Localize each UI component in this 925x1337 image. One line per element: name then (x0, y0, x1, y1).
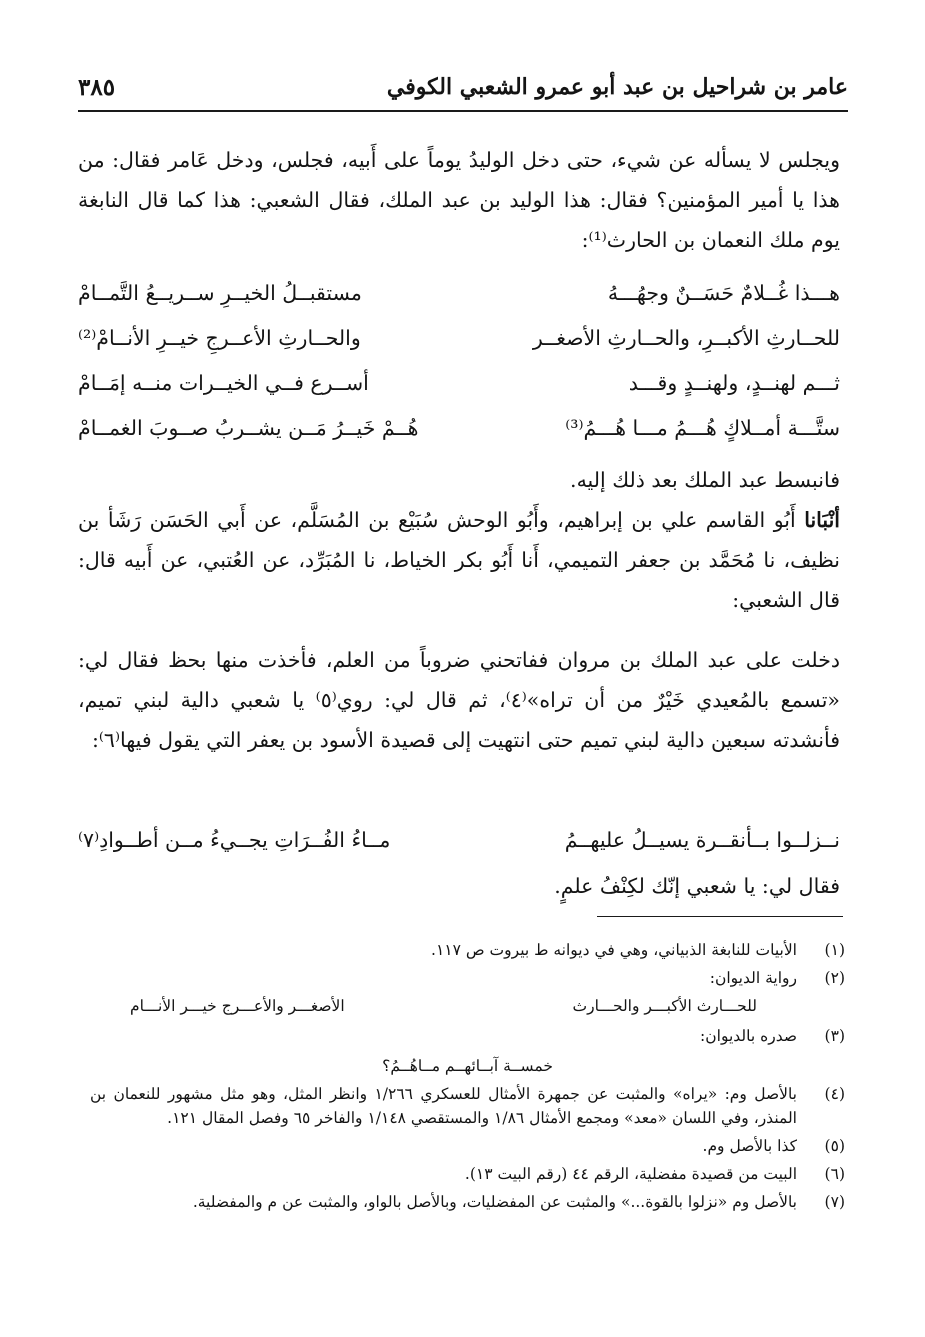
footnote-5 (90, 1134, 845, 1158)
paragraph-1 (78, 140, 840, 260)
footnote-4 (90, 1082, 845, 1130)
footnote-text: البيت من قصيدة مفضلية، الرقم ٤٤ (رقم البيت ١٣). (464, 1165, 797, 1183)
footnote-3-verse: خمســة آبــائهــم مــاهُــمُ؟ (382, 1057, 553, 1075)
footnote-7 (90, 1190, 845, 1214)
footnotes (90, 938, 845, 1218)
footnote-text: كذا بالأصل وم. (702, 1137, 797, 1155)
verse-line (78, 410, 840, 455)
paragraph-5 (78, 866, 840, 906)
footnote-number: (٥) (824, 1137, 845, 1155)
isnad-lead-word: أنْبَانا (804, 508, 840, 532)
page-number: ٣٨٥ (78, 74, 116, 101)
poem-nabigha (78, 275, 840, 455)
paragraph-1-text: ويجلس لا يسأله عن شيء، حتى دخل الوليدُ يوماً على أَبيه، فجلس، ودخل عَامر فقال: من هذا يا أمير المؤمنين؟ فقال: هذا الوليد بن عبد الملك، فقال الشعبي: هذا كما قال النابغة يوم ملك النعمان بن الحارث⁽¹⁾: (78, 148, 840, 252)
footnote-2 (90, 966, 845, 990)
paragraph-4 (78, 640, 840, 760)
footnote-number: (٧) (824, 1193, 845, 1211)
footnote-text: بالأصل وم: «يراه» والمثبت عن جمهرة الأمثال للعسكري ١/٢٦٦ وانظر المثل، وهو مثل مشهور للنعمان بن المنذر، وفي اللسان «معد» ومجمع الأمثال ١/٨٦ والمستقصي ١/١٤٨ والفاخر ٦٥ وفصل المقال ١٢١. (90, 1085, 797, 1127)
footnote-number: (٤) (824, 1085, 845, 1103)
running-title: عامر بن شراحيل بن عبد أبو عمرو الشعبي الكوفي (386, 74, 848, 100)
verse-first-hemistich: ستَّـــة أمــلاكٍ هُـــمُ مـــا هُـــمُ⁽³⁾ (565, 416, 840, 440)
verse-first-hemistich: ثـــم لهنــدٍ، ولهنــدٍ وقـــد (628, 371, 840, 395)
verse-second-hemistich: مستقبــلُ الخيــرِ ســريــعُ التَّمــامْ (78, 281, 362, 305)
verse-line (78, 320, 840, 365)
isnad-paragraph (78, 500, 840, 620)
page-header (78, 70, 848, 110)
paragraph-4-text: دخلت على عبد الملك بن مروان ففاتحني ضروباً من العلم، فأخذت منها بحظ فقال لي: «تسمع بالمُعيدي خَيْرٌ من أن تراه»⁽٤⁾، ثم قال لي: روي⁽٥⁾ يا شعبي دالية لبني تميم، فأنشدته سبعين دالية لبني تميم حتى انتهيت إلى قصيدة الأسود بن يعفر التي يقول فيها⁽٦⁾: (78, 648, 840, 752)
paragraph-5-text: فقال لي: يا شعبي إنّك لكِنْفُ علمٍ. (554, 874, 840, 898)
footnote-text: رواية الديوان: (709, 969, 797, 987)
verse-second-hemistich: أســرع فــي الخيــرات منــه إمَــامْ (78, 371, 369, 395)
paragraph-2 (78, 460, 840, 500)
footnote-3 (90, 1024, 845, 1048)
verse-first-hemistich: نــزلــوا بــأنقــرة يسيــلُ عليهــمُ (564, 828, 840, 852)
verse-second-hemistich: الأصغـــر والأعـــرج خيـــر الأنـــام (130, 997, 345, 1015)
verse-second-hemistich: والحــارثِ الأعــرجِ خيــرِ الأنــامْ⁽²⁾ (78, 326, 361, 350)
verse-second-hemistich: مــاءُ الفُــرَاتِ يجــيءُ مــن أطــوادِ⁽٧⁾ (78, 828, 391, 852)
footnote-number: (٢) (824, 969, 845, 987)
footnote-number: (٦) (824, 1165, 845, 1183)
poem-aswad (78, 822, 840, 867)
verse-line (78, 365, 840, 410)
verse-first-hemistich: للحــارثِ الأكبــرِ، والحــارثِ الأصغــر (532, 326, 840, 350)
verse-line (78, 275, 840, 320)
footnote-text: صدره بالديوان: (700, 1027, 797, 1045)
footnote-number: (٣) (824, 1027, 845, 1045)
footnote-number: (١) (824, 941, 845, 959)
header-rule (78, 110, 848, 112)
footnote-text: بالأصل وم «نزلوا بالقوة...» والمثبت عن المفضليات، وبالأصل بالواو، والمثبت عن م والمفضلية. (192, 1193, 797, 1211)
isnad-chain: أَبُو القاسم علي بن إبراهيم، وأَبُو الوحش سُبَيْع بن المُسَلَّم، عن أَبي الحَسَن رَشَأ بن نظيف، نا مُحَمَّد بن جعفر التميمي، أَنا أَبُو بكر الخياط، نا المُبَرِّد، عن العُتبي، عن أَبيه قال: قال الشعبي: (78, 508, 840, 612)
footnote-1 (90, 938, 845, 962)
verse-first-hemistich: هـــذا غُــلامٌ حَسَــنٌ وجهُـــهُ (607, 281, 840, 305)
isnad-text (78, 500, 840, 620)
footnote-2-verse (90, 994, 845, 1018)
verse-second-hemistich: هُــمْ خَيــرُ مَــن يشــربُ صــوبَ الغمــامْ (78, 416, 419, 440)
paragraph-2-text: فانبسط عبد الملك بعد ذلك إليه. (570, 468, 840, 492)
verse-first-hemistich: للحـــارث الأكبـــر والحـــارث (572, 997, 757, 1015)
footnote-separator (597, 916, 843, 917)
footnote-6 (90, 1162, 845, 1186)
footnote-text: الأبيات للنابغة الذبياني، وهي في ديوانه ط بيروت ص ١١٧. (431, 941, 797, 959)
verse-line (78, 822, 840, 867)
